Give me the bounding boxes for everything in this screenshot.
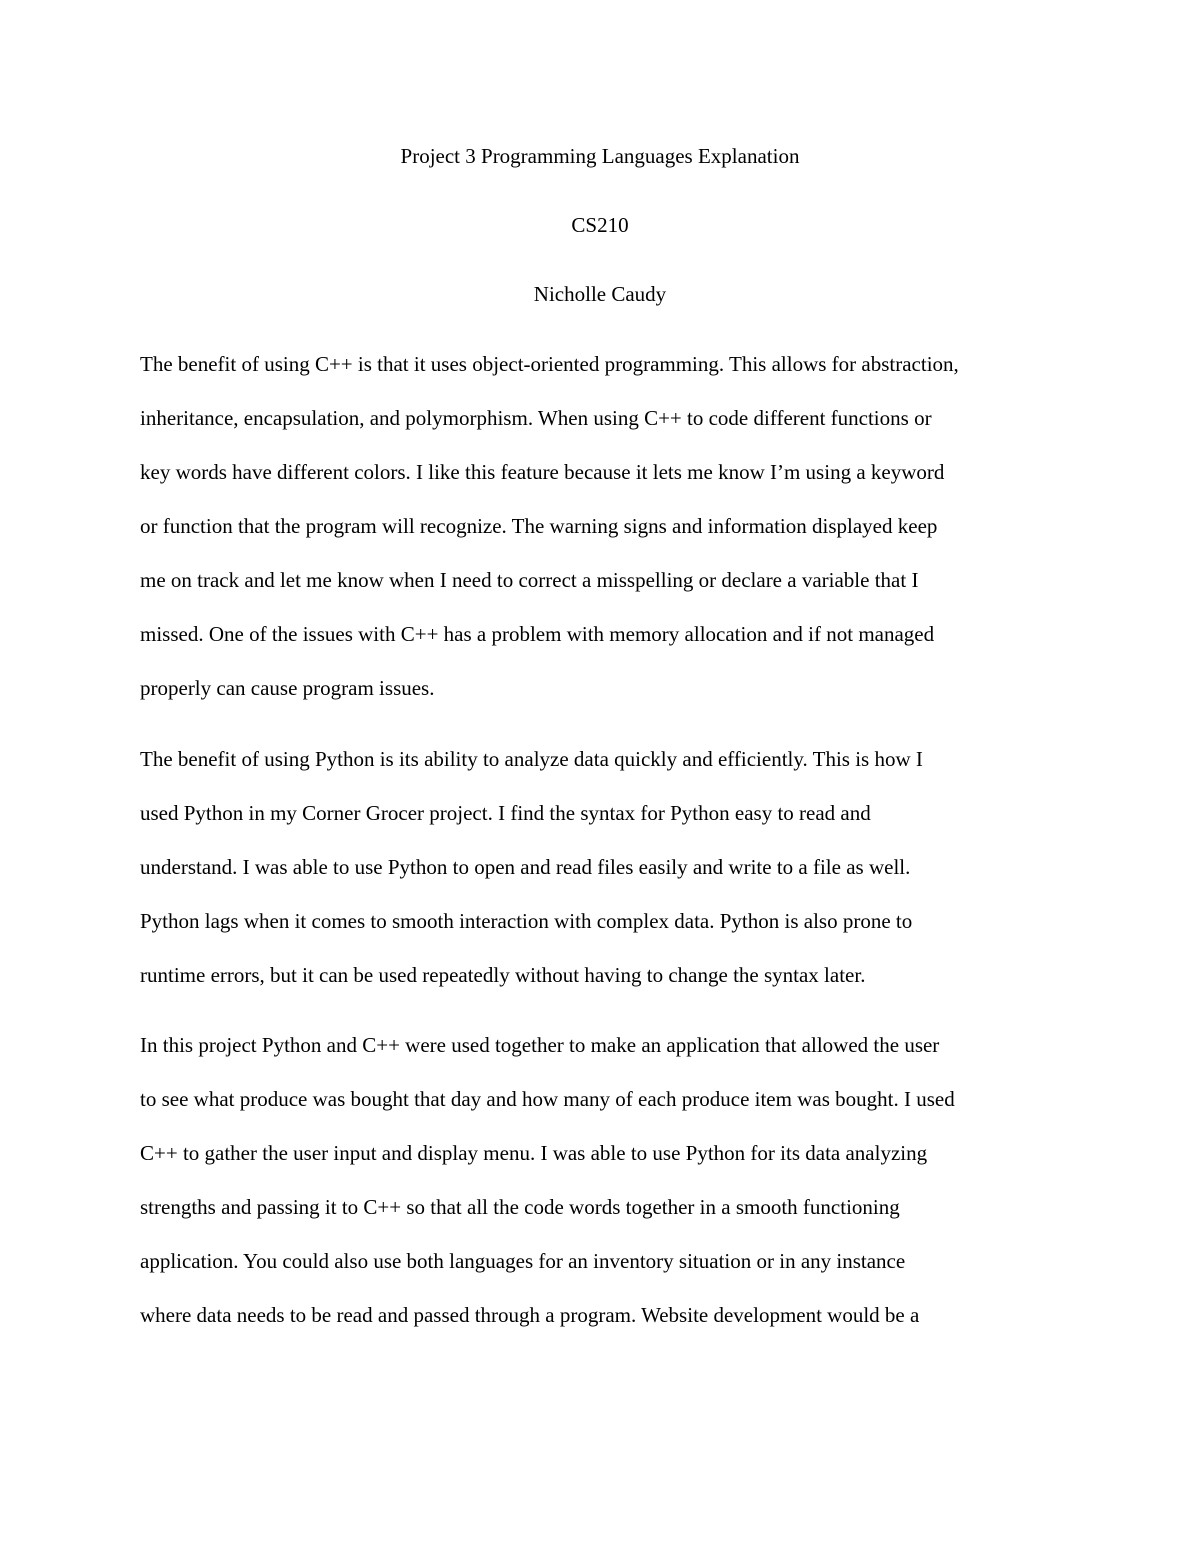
- document-title: Project 3 Programming Languages Explanation: [400, 144, 800, 168]
- paragraph-line: used Python in my Corner Grocer project. I find the syntax for Python easy to read and: [140, 801, 871, 825]
- author-name: Nicholle Caudy: [533, 282, 667, 306]
- paragraph-line: properly can cause program issues.: [140, 676, 435, 700]
- paragraph-combined: [140, 1031, 1080, 1355]
- paragraph-line: missed. One of the issues with C++ has a problem with memory allocation and if not managed: [140, 622, 935, 646]
- paragraph-line: inheritance, encapsulation, and polymorphism. When using C++ to code different functions or: [140, 406, 932, 430]
- paragraph-line: runtime errors, but it can be used repeatedly without having to change the syntax later.: [140, 963, 866, 987]
- paragraph-line: application. You could also use both languages for an inventory situation or in any instance: [140, 1249, 906, 1273]
- paragraph-python: [140, 745, 1080, 1015]
- paragraph-line: Python lags when it comes to smooth interaction with complex data. Python is also prone to: [140, 909, 913, 933]
- paragraph-line: In this project Python and C++ were used together to make an application that allowed the user: [140, 1033, 940, 1057]
- course-code: CS210: [571, 213, 629, 237]
- paragraph-line: or function that the program will recognize. The warning signs and information displayed keep: [140, 514, 938, 538]
- paragraph-line: to see what produce was bought that day and how many of each produce item was bought. I used: [140, 1087, 955, 1111]
- paragraph-line: The benefit of using Python is its ability to analyze data quickly and efficiently. This is how I: [140, 747, 923, 771]
- paragraph-line: me on track and let me know when I need to correct a misspelling or declare a variable that I: [140, 568, 919, 592]
- paragraph-line: The benefit of using C++ is that it uses object-oriented programming. This allows for abstraction,: [140, 352, 959, 376]
- paragraph-line: where data needs to be read and passed through a program. Website development would be a: [140, 1303, 920, 1327]
- paragraph-line: key words have different colors. I like this feature because it lets me know I’m using a keyword: [140, 460, 945, 484]
- paragraph-line: understand. I was able to use Python to open and read files easily and write to a file as well.: [140, 855, 911, 879]
- paragraph-line: strengths and passing it to C++ so that all the code words together in a smooth functioning: [140, 1195, 900, 1219]
- paragraph-line: C++ to gather the user input and display menu. I was able to use Python for its data analyzing: [140, 1141, 928, 1165]
- paragraph-cpp: [140, 350, 1080, 728]
